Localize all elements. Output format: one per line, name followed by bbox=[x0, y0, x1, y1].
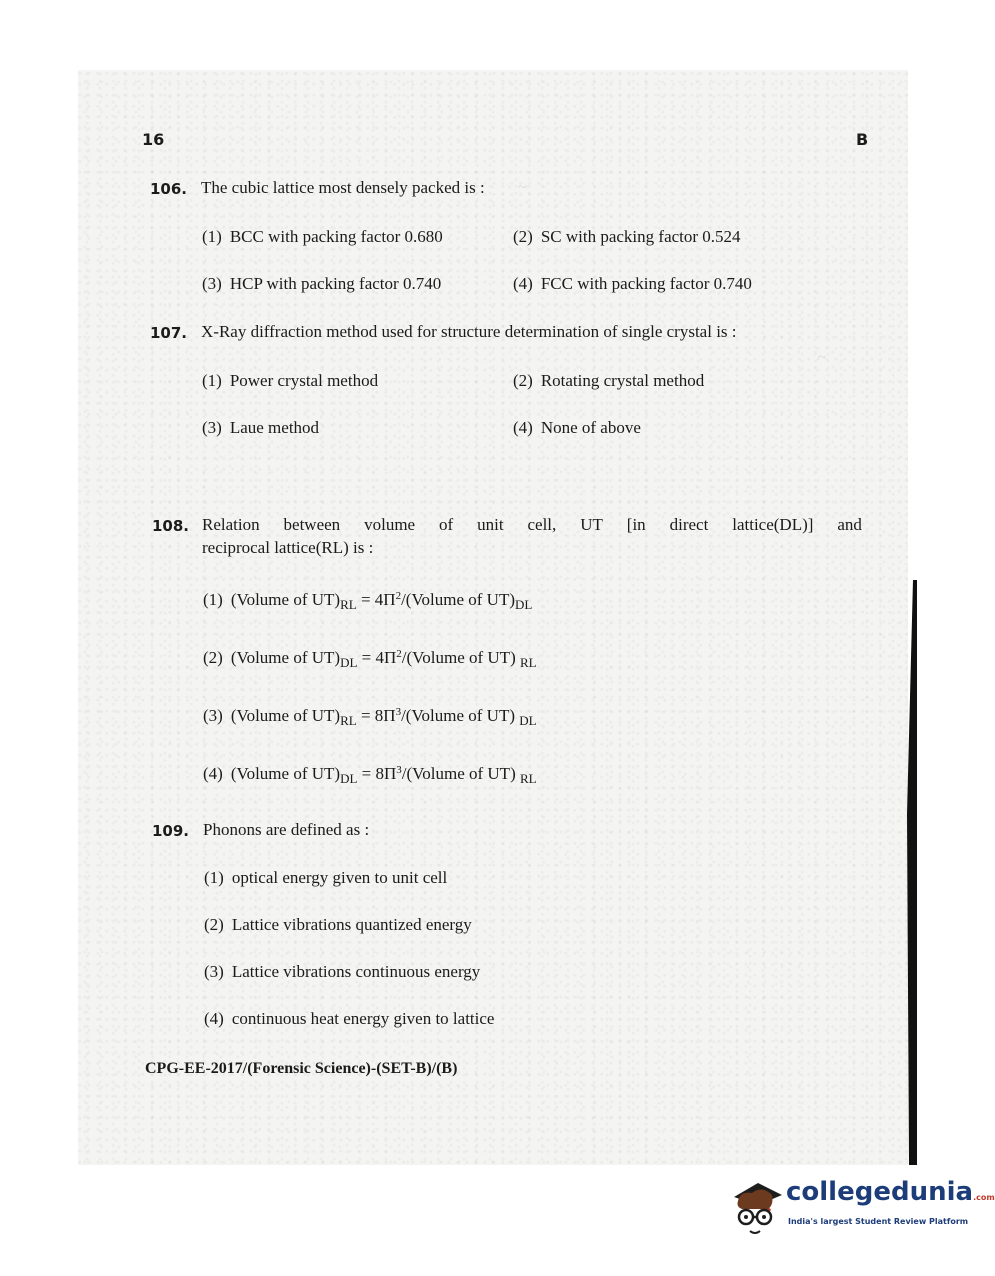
exam-page bbox=[78, 70, 908, 1165]
option-text: optical energy given to unit cell bbox=[231, 868, 448, 887]
word: unit bbox=[477, 515, 504, 534]
option-text: HCP with packing factor 0.740 bbox=[229, 274, 442, 293]
logo-tagline: India's largest Student Review Platform bbox=[788, 1217, 969, 1226]
subscript: RL bbox=[340, 597, 357, 612]
option bbox=[513, 371, 704, 391]
option-number: (3) bbox=[202, 274, 222, 293]
collegedunia-logo bbox=[728, 1175, 995, 1245]
logo-name: collegedunia bbox=[786, 1177, 974, 1207]
formula-rhs: /(Volume of UT) bbox=[401, 648, 520, 667]
formula-rhs: /(Volume of UT) bbox=[401, 764, 520, 783]
question-text: Phonons are defined as : bbox=[203, 820, 370, 839]
page-number: 16 bbox=[142, 130, 165, 149]
subscript: DL bbox=[519, 713, 537, 728]
superscript: 2 bbox=[396, 648, 402, 660]
subscript: DL bbox=[515, 597, 533, 612]
question-number: 108. bbox=[152, 517, 190, 535]
option-text: Rotating crystal method bbox=[540, 371, 705, 390]
option-text: SC with packing factor 0.524 bbox=[540, 227, 741, 246]
option-number: (3) bbox=[204, 962, 224, 981]
option-number: (1) bbox=[204, 868, 224, 887]
question-text-line: reciprocal lattice(RL) is : bbox=[202, 538, 374, 557]
option bbox=[202, 371, 378, 391]
option bbox=[204, 962, 480, 982]
formula-eq: = 8Π bbox=[357, 764, 397, 783]
formula-eq: = 8Π bbox=[356, 706, 396, 725]
question-number: 107. bbox=[150, 324, 188, 342]
option-text: None of above bbox=[540, 418, 641, 437]
question-text-line bbox=[202, 515, 862, 535]
option bbox=[203, 590, 532, 610]
formula-rhs: /(Volume of UT) bbox=[401, 590, 516, 609]
word: UT bbox=[580, 515, 603, 534]
formula-rhs: /(Volume of UT) bbox=[401, 706, 520, 725]
option bbox=[204, 868, 447, 888]
option bbox=[513, 274, 752, 294]
scan-edge-shadow bbox=[907, 580, 917, 1165]
subscript: RL bbox=[519, 655, 537, 670]
option-number: (2) bbox=[203, 648, 223, 667]
subscript: RL bbox=[519, 771, 537, 786]
question-text: The cubic lattice most densely packed is : bbox=[201, 178, 485, 197]
option-number: (2) bbox=[204, 915, 224, 934]
formula-eq: = 4Π bbox=[357, 648, 397, 667]
subscript: DL bbox=[340, 771, 358, 786]
word: of bbox=[439, 515, 454, 534]
option bbox=[513, 418, 641, 438]
option bbox=[202, 418, 319, 438]
superscript: 3 bbox=[396, 764, 402, 776]
word: lattice(DL)] bbox=[732, 515, 814, 534]
option bbox=[203, 648, 537, 668]
word: direct bbox=[669, 515, 709, 534]
superscript: 2 bbox=[395, 590, 402, 602]
option bbox=[202, 227, 443, 247]
word: Relation bbox=[202, 515, 260, 534]
formula-eq: = 4Π bbox=[356, 590, 396, 609]
subscript: DL bbox=[340, 655, 358, 670]
logo-wordmark bbox=[786, 1177, 995, 1207]
subscript: RL bbox=[340, 713, 357, 728]
word: cell, bbox=[527, 515, 557, 534]
option-number: (1) bbox=[202, 371, 222, 390]
mascot-icon bbox=[728, 1175, 786, 1237]
logo-suffix: .com bbox=[973, 1193, 995, 1202]
question-number: 109. bbox=[152, 822, 190, 840]
option-number: (3) bbox=[202, 418, 222, 437]
option-text: Lattice vibrations quantized energy bbox=[231, 915, 472, 934]
bleed-through-smudge: ~ bbox=[518, 180, 527, 196]
formula-lhs: (Volume of UT) bbox=[230, 706, 341, 725]
question-number: 106. bbox=[150, 180, 188, 198]
option bbox=[204, 915, 472, 935]
formula-lhs: (Volume of UT) bbox=[230, 590, 341, 609]
question-text: X-Ray diffraction method used for structure determination of single crystal is : bbox=[201, 322, 737, 341]
option bbox=[203, 764, 537, 784]
footer-code: CPG-EE-2017/(Forensic Science)-(SET-B)/(B) bbox=[145, 1060, 458, 1077]
option bbox=[203, 706, 537, 726]
option-number: (2) bbox=[513, 227, 533, 246]
option bbox=[513, 227, 741, 247]
option-number: (2) bbox=[513, 371, 533, 390]
superscript: 3 bbox=[395, 706, 402, 718]
word: volume bbox=[364, 515, 416, 534]
option-text: continuous heat energy given to lattice bbox=[231, 1009, 495, 1028]
option-text: BCC with packing factor 0.680 bbox=[229, 227, 443, 246]
option-number: (4) bbox=[513, 274, 533, 293]
option bbox=[204, 1009, 494, 1029]
option-text: Lattice vibrations continuous energy bbox=[231, 962, 481, 981]
word: and bbox=[837, 515, 862, 534]
option-number: (4) bbox=[513, 418, 533, 437]
option-number: (4) bbox=[203, 764, 223, 783]
word: [in bbox=[626, 515, 646, 534]
option-number: (4) bbox=[204, 1009, 224, 1028]
option-number: (3) bbox=[203, 706, 223, 725]
formula-lhs: (Volume of UT) bbox=[230, 648, 341, 667]
word: between bbox=[283, 515, 341, 534]
set-letter: B bbox=[856, 130, 869, 149]
option-text: FCC with packing factor 0.740 bbox=[540, 274, 752, 293]
option-number: (1) bbox=[203, 590, 223, 609]
formula-lhs: (Volume of UT) bbox=[230, 764, 341, 783]
option-text: Laue method bbox=[229, 418, 320, 437]
option-number: (1) bbox=[202, 227, 222, 246]
option bbox=[202, 274, 441, 294]
option-text: Power crystal method bbox=[229, 371, 379, 390]
bleed-through-smudge: ~ bbox=[818, 350, 827, 366]
